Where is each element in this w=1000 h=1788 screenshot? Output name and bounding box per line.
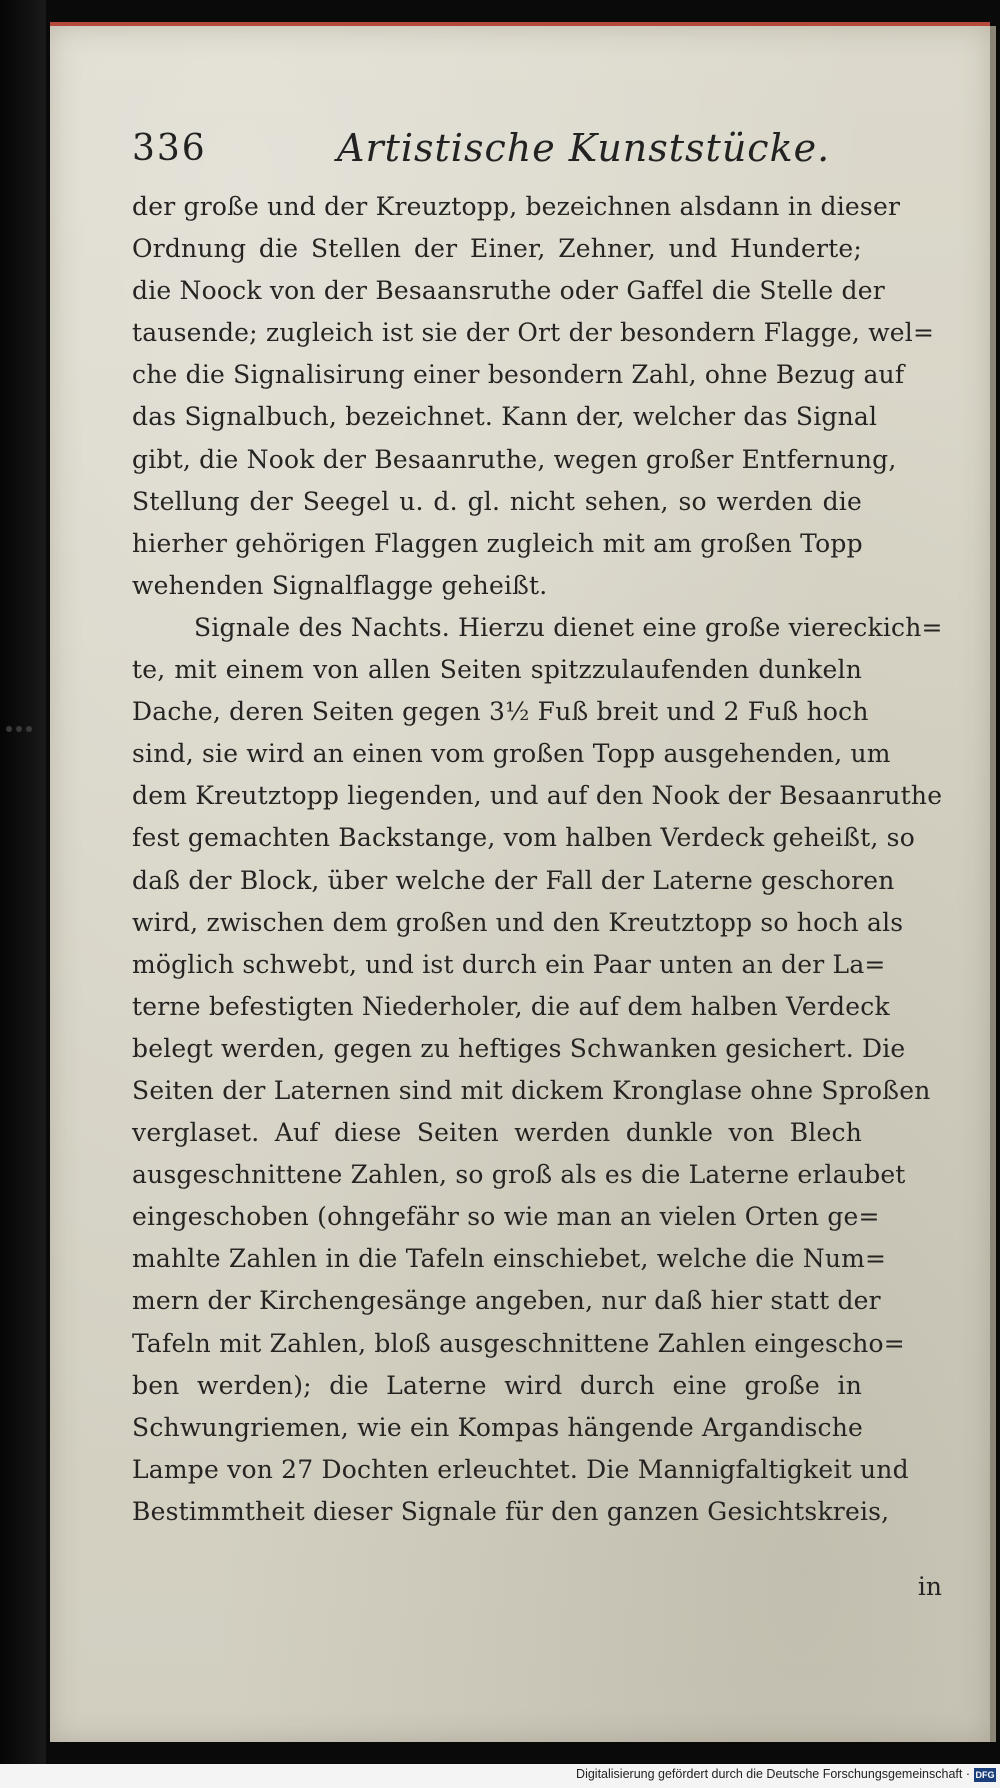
text-line: Signale des Nachts. Hierzu dienet eine große viereckich= (194, 612, 943, 642)
text-line: ausgeschnittene Zahlen, so groß als es die Laterne erlaubet (132, 1160, 906, 1190)
binding-edge (0, 0, 46, 1788)
text-line: terne befestigten Niederholer, die auf dem halben Verdeck (132, 991, 890, 1021)
text-line: eingeschoben (ohngefähr so wie man an vielen Orten ge= (132, 1202, 880, 1232)
text-line: mern der Kirchengesänge angeben, nur daß hier statt der (132, 1286, 881, 1316)
text-line: hierher gehörigen Flaggen zugleich mit am großen Topp (132, 528, 863, 558)
text-line: mahlte Zahlen in die Tafeln einschiebet, welche die Num= (132, 1244, 887, 1274)
text-line: te, mit einem von allen Seiten spitzzulaufenden dunkeln (132, 655, 862, 685)
catchword: in (917, 1572, 942, 1601)
text-line: fest gemachten Backstange, vom halben Verdeck geheißt, so (132, 823, 915, 853)
text-line: verglaset. Auf diese Seiten werden dunkle von Blech (132, 1118, 862, 1148)
page-header (132, 120, 852, 180)
text-line: Ordnung die Stellen der Einer, Zehner, und Hunderte; (132, 234, 862, 264)
text-line: Bestimmtheit dieser Signale für den ganzen Gesichtskreis, (132, 1496, 890, 1526)
text-line: Seiten der Laternen sind mit dickem Kronglase ohne Sproßen (132, 1075, 931, 1105)
text-line: die Noock von der Besaansruthe oder Gaffel die Stelle der (132, 276, 885, 306)
text-line: Lampe von 27 Dochten erleuchtet. Die Mannigfaltigkeit und (132, 1454, 909, 1484)
text-line: ben werden); die Laterne wird durch eine große in (132, 1370, 862, 1400)
text-line: dem Kreutztopp liegenden, und auf den Nook der Besaanruthe (132, 781, 943, 811)
footer-bar (0, 1764, 1000, 1788)
text-line: Schwungriemen, wie ein Kompas hängende Argandische (132, 1412, 863, 1442)
text-line: Tafeln mit Zahlen, bloß ausgeschnittene Zahlen eingescho= (132, 1328, 905, 1358)
text-line: tausende; zugleich ist sie der Ort der besondern Flagge, wel= (132, 318, 935, 348)
text-line: der große und der Kreuztopp, bezeichnen alsdann in dieser (132, 192, 901, 221)
funding-credit: Digitalisierung gefördert durch die Deutsche Forschungsgemeinschaft · (576, 1767, 970, 1781)
dfg-logo: DFG (975, 1770, 995, 1780)
page-number: 336 (132, 128, 207, 169)
text-line: möglich schwebt, und ist durch ein Paar unten an der La= (132, 949, 886, 979)
body-text (132, 186, 943, 1533)
text-line: belegt werden, gegen zu heftiges Schwanken gesichert. Die (132, 1033, 906, 1063)
text-line: das Signalbuch, bezeichnet. Kann der, welcher das Signal (132, 402, 878, 432)
text-line: che die Signalisirung einer besondern Zahl, ohne Bezug auf (132, 360, 905, 390)
text-line: gibt, die Nook der Besaanruthe, wegen großer Entfernung, (132, 444, 897, 474)
text-line: wehenden Signalflagge geheißt. (132, 570, 548, 600)
running-head: Artistische Kunststücke. (337, 126, 831, 170)
text-line: sind, sie wird an einen vom großen Topp ausgehenden, um (132, 739, 891, 769)
text-line: daß der Block, über welche der Fall der Laterne geschoren (132, 865, 895, 895)
text-line: Dache, deren Seiten gegen 3½ Fuß breit und 2 Fuß hoch (132, 697, 869, 727)
page-edge (990, 26, 996, 1742)
text-line: wird, zwischen dem großen und den Kreutztopp so hoch als (132, 907, 904, 937)
scan-registration-marks (6, 726, 42, 738)
text-line: Stellung der Seegel u. d. gl. nicht sehen, so werden die (132, 486, 862, 516)
